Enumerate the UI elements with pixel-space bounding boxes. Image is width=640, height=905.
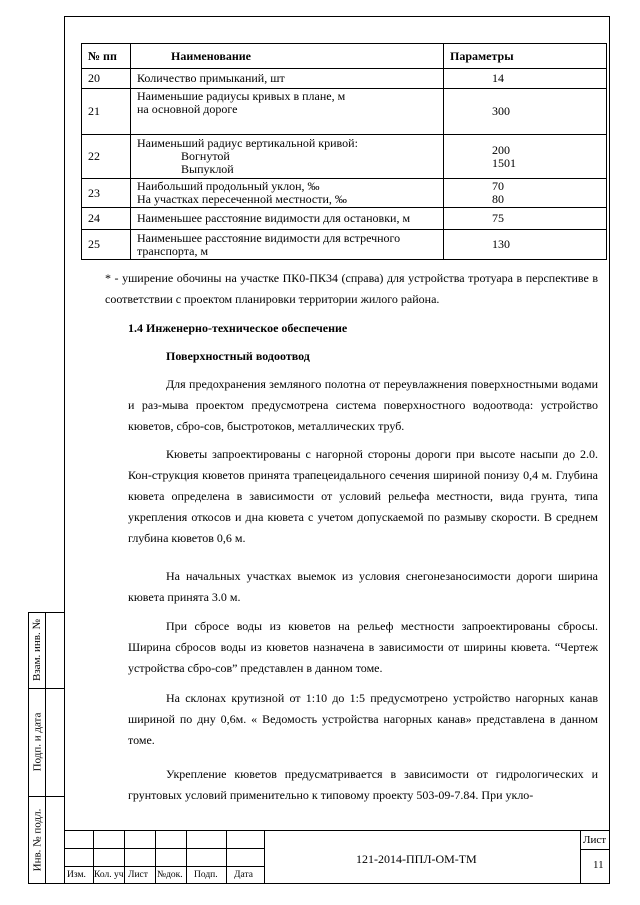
stamp-col-label: Лист bbox=[128, 870, 148, 880]
row-name: Количество примыканий, шт bbox=[131, 69, 444, 89]
document-code: 121-2014-ППЛ-ОМ-ТМ bbox=[356, 852, 477, 866]
row-num: 22 bbox=[82, 135, 131, 179]
sheet-label: Лист bbox=[583, 834, 607, 846]
paragraph: Для предохранения земляного полотна от переувлажнения поверхностными водами и раз-мыва проектом предусмотрена система поверхностного водоотвода: устройство кюветов, сбро-сов, быстротоков, металлических труб. bbox=[128, 377, 598, 433]
left-stamp-label: Взам. инв. № bbox=[31, 619, 43, 681]
stamp-col-line bbox=[580, 830, 581, 884]
row-name: Наибольший продольный уклон, ‰ На участках пересеченной местности, ‰ bbox=[131, 179, 444, 208]
table-row bbox=[82, 208, 607, 230]
row-value: 130 bbox=[444, 230, 607, 260]
stamp-col-line bbox=[124, 830, 125, 884]
stamp-row-line bbox=[580, 849, 610, 850]
row-value: 14 bbox=[444, 69, 607, 89]
row-name: Наименьшее расстояние видимости для остановки, м bbox=[131, 208, 444, 230]
parameters-table bbox=[81, 43, 607, 260]
header-params: Параметры bbox=[444, 44, 607, 69]
paragraph: При сбросе воды из кюветов на рельеф местности запроектированы сбросы. Ширина сбросов воды из кюветов назначена в зависимости от ширины кювета. “Чертеж устройства сбро-сов” представлен в данном томе. bbox=[128, 619, 598, 675]
row-value: 75 bbox=[444, 208, 607, 230]
header-name: Наименование bbox=[131, 44, 444, 69]
row-name: Наименьшие радиусы кривых в плане, м на основной дороге bbox=[131, 89, 444, 135]
stamp-row-line bbox=[64, 848, 264, 849]
row-name: Наименьший радиус вертикальной кривой: Вогнутой Выпуклой bbox=[131, 135, 444, 179]
sheet-number: 11 bbox=[593, 859, 604, 871]
stamp-col-line bbox=[226, 830, 227, 884]
table-row bbox=[82, 179, 607, 208]
row-value: 70 80 bbox=[444, 179, 607, 208]
stamp-col-label: Дата bbox=[234, 870, 253, 880]
table-footnote: * - уширение обочины на участке ПК0-ПК34 (справа) для устройства тротуара в перспективе в соответствии с проектом планировки территории жилого района. bbox=[105, 271, 598, 306]
row-num: 25 bbox=[82, 230, 131, 260]
subsection-title: Поверхностный водоотвод bbox=[166, 349, 310, 363]
row-num: 21 bbox=[82, 89, 131, 135]
stamp-top-border bbox=[64, 830, 610, 831]
stamp-col-line bbox=[264, 830, 265, 884]
stamp-col-label: Подп. bbox=[194, 870, 218, 880]
table-header-row bbox=[82, 44, 607, 69]
paragraph: На начальных участках выемок из условия снегонезаносимости дороги ширина кювета принята 3.0 м. bbox=[128, 569, 598, 604]
stamp-col-line bbox=[186, 830, 187, 884]
stamp-col-label: №док. bbox=[157, 870, 183, 880]
paragraph: Кюветы запроектированы с нагорной стороны дороги при высоте насыпи до 2.0. Кон-струкция кюветов принята трапецеидального сечения шириной понизу 0,4 м. Глубина кювета определена в зависимости от условий рельефа местности, вида грунта, типа укрепления откосов и дна кювета с учетом допускаемой по размыву скорости. В среднем глубина кюветов 0,6 м. bbox=[128, 447, 598, 545]
table-row bbox=[82, 135, 607, 179]
row-name: Наименьшее расстояние видимости для встречного транспорта, м bbox=[131, 230, 444, 260]
stamp-col-label: Кол. уч bbox=[94, 870, 124, 880]
row-value: 200 1501 bbox=[444, 135, 607, 179]
row-value: 300 bbox=[444, 89, 607, 135]
paragraph: Укрепление кюветов предусматривается в зависимости от гидрологических и грунтовых условий применительно к типовому проекту 503-09-7.84. При укло- bbox=[128, 767, 598, 802]
header-num: № пп bbox=[82, 44, 131, 69]
row-num: 24 bbox=[82, 208, 131, 230]
left-stamp-label: Инв. № подл. bbox=[31, 808, 43, 872]
stamp-col-label: Изм. bbox=[67, 870, 86, 880]
table-row bbox=[82, 69, 607, 89]
row-num: 23 bbox=[82, 179, 131, 208]
table-row bbox=[82, 89, 607, 135]
table-row bbox=[82, 230, 607, 260]
left-stamp-label: Подп. и дата bbox=[31, 712, 44, 772]
section-title: 1.4 Инженерно-техническое обеспечение bbox=[128, 321, 348, 335]
row-num: 20 bbox=[82, 69, 131, 89]
paragraph: На склонах крутизной от 1:10 до 1:5 предусмотрено устройство нагорных канав шириной по дну 0,6м. « Ведомость устройства нагорных канав» представлена в данном томе. bbox=[128, 691, 598, 747]
stamp-row-line bbox=[64, 866, 264, 867]
stamp-col-line bbox=[155, 830, 156, 884]
